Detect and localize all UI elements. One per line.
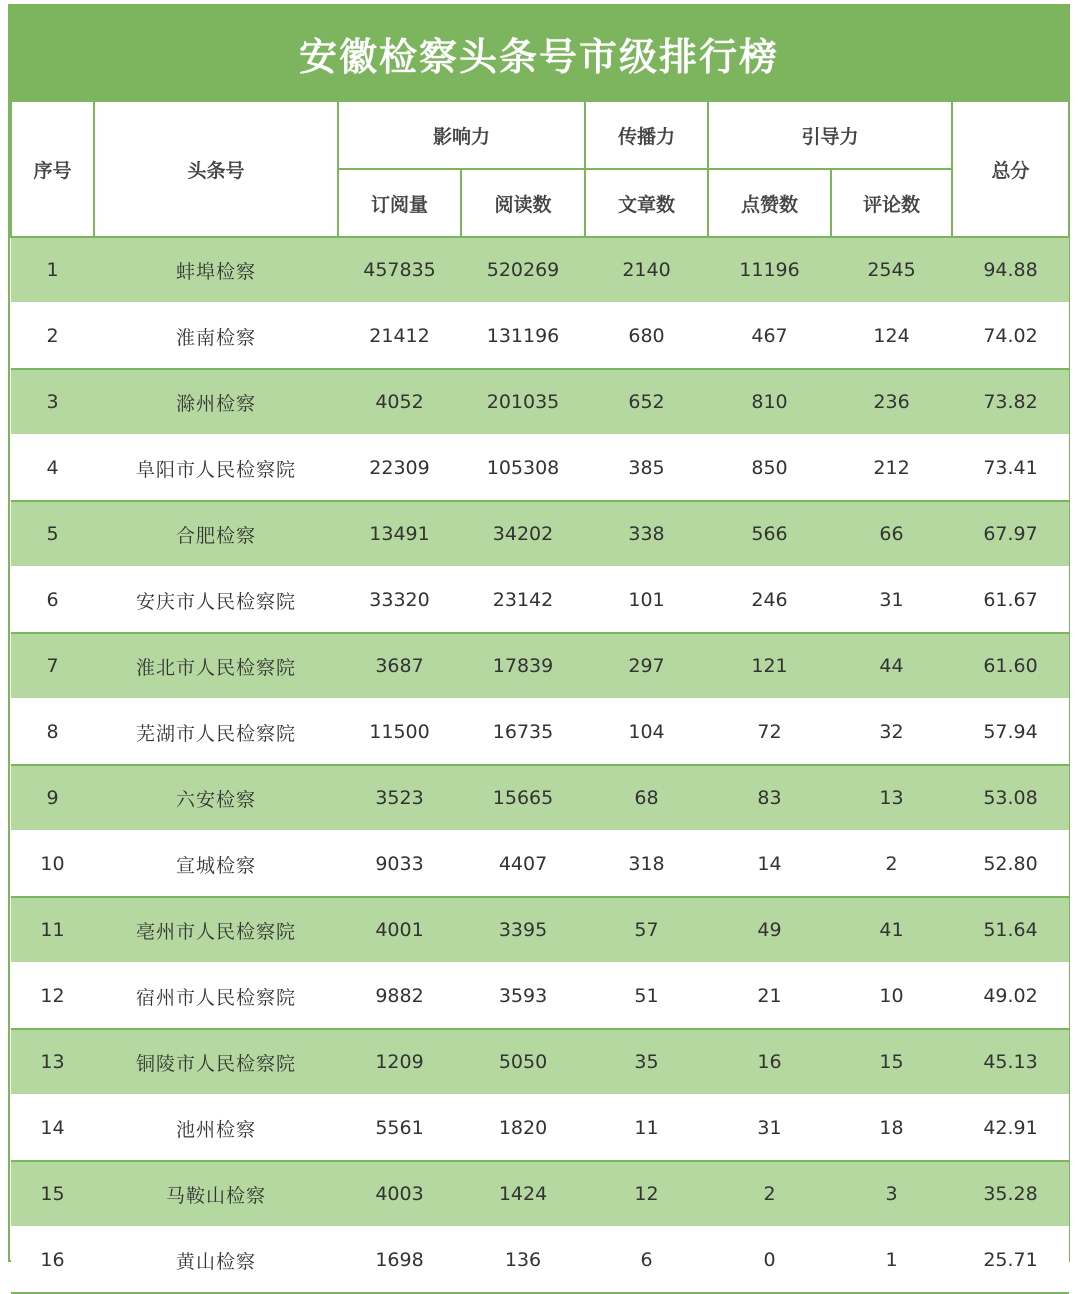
cell-rank: 7: [11, 633, 94, 699]
table-row: [11, 369, 1069, 435]
table-row: [11, 633, 1069, 699]
cell-likes: 83: [708, 765, 831, 831]
cell-reads: 17839: [461, 633, 585, 699]
table-row: [11, 897, 1069, 963]
header-influence: 影响力: [338, 101, 585, 169]
cell-reads: 3593: [461, 963, 585, 1029]
cell-name: 蚌埠检察: [94, 237, 338, 303]
cell-comments: 212: [831, 435, 952, 501]
cell-comments: 2545: [831, 237, 952, 303]
cell-rank: 16: [11, 1227, 94, 1293]
cell-comments: 18: [831, 1095, 952, 1161]
cell-name: 池州检察: [94, 1095, 338, 1161]
cell-comments: 10: [831, 963, 952, 1029]
cell-name: 合肥检察: [94, 501, 338, 567]
cell-likes: 566: [708, 501, 831, 567]
cell-subscriptions: 457835: [338, 237, 461, 303]
cell-name: 安庆市人民检察院: [94, 567, 338, 633]
cell-comments: 44: [831, 633, 952, 699]
cell-name: 亳州市人民检察院: [94, 897, 338, 963]
cell-likes: 850: [708, 435, 831, 501]
table-row: [11, 303, 1069, 369]
table-body: [11, 237, 1069, 1293]
cell-subscriptions: 1209: [338, 1029, 461, 1095]
cell-comments: 3: [831, 1161, 952, 1227]
cell-total: 74.02: [952, 303, 1069, 369]
cell-subscriptions: 5561: [338, 1095, 461, 1161]
cell-name: 宣城检察: [94, 831, 338, 897]
header-reads: 阅读数: [461, 169, 585, 237]
cell-articles: 680: [585, 303, 708, 369]
cell-rank: 13: [11, 1029, 94, 1095]
header-guidance: 引导力: [708, 101, 952, 169]
cell-subscriptions: 21412: [338, 303, 461, 369]
cell-total: 45.13: [952, 1029, 1069, 1095]
cell-reads: 520269: [461, 237, 585, 303]
page-title: 安徽检察头条号市级排行榜: [298, 33, 779, 79]
ranking-table: [10, 100, 1070, 1294]
table-row: [11, 435, 1069, 501]
cell-likes: 246: [708, 567, 831, 633]
table-row: [11, 1227, 1069, 1293]
cell-articles: 652: [585, 369, 708, 435]
cell-likes: 21: [708, 963, 831, 1029]
cell-total: 51.64: [952, 897, 1069, 963]
cell-name: 黄山检察: [94, 1227, 338, 1293]
title-bar: [10, 6, 1068, 100]
cell-name: 马鞍山检察: [94, 1161, 338, 1227]
cell-subscriptions: 33320: [338, 567, 461, 633]
cell-comments: 15: [831, 1029, 952, 1095]
cell-total: 61.67: [952, 567, 1069, 633]
cell-subscriptions: 1698: [338, 1227, 461, 1293]
ranking-frame: [8, 4, 1070, 1273]
cell-rank: 10: [11, 831, 94, 897]
table-row: [11, 831, 1069, 897]
cell-likes: 49: [708, 897, 831, 963]
cell-subscriptions: 13491: [338, 501, 461, 567]
cell-reads: 34202: [461, 501, 585, 567]
cell-name: 阜阳市人民检察院: [94, 435, 338, 501]
cell-rank: 5: [11, 501, 94, 567]
cell-rank: 12: [11, 963, 94, 1029]
cell-articles: 101: [585, 567, 708, 633]
table-row: [11, 1029, 1069, 1095]
cell-likes: 16: [708, 1029, 831, 1095]
header-name: 头条号: [94, 101, 338, 237]
table-row: [11, 501, 1069, 567]
cell-reads: 3395: [461, 897, 585, 963]
cell-likes: 0: [708, 1227, 831, 1293]
cell-total: 73.41: [952, 435, 1069, 501]
cell-rank: 14: [11, 1095, 94, 1161]
table-row: [11, 1161, 1069, 1227]
cell-name: 淮南检察: [94, 303, 338, 369]
cell-reads: 1820: [461, 1095, 585, 1161]
cell-rank: 1: [11, 237, 94, 303]
header-rank: 序号: [11, 101, 94, 237]
cell-likes: 121: [708, 633, 831, 699]
cell-name: 铜陵市人民检察院: [94, 1029, 338, 1095]
cell-reads: 136: [461, 1227, 585, 1293]
cell-rank: 11: [11, 897, 94, 963]
cell-subscriptions: 9033: [338, 831, 461, 897]
cell-rank: 6: [11, 567, 94, 633]
cell-articles: 12: [585, 1161, 708, 1227]
cell-subscriptions: 4052: [338, 369, 461, 435]
cell-subscriptions: 3523: [338, 765, 461, 831]
cell-total: 57.94: [952, 699, 1069, 765]
cell-likes: 467: [708, 303, 831, 369]
cell-comments: 41: [831, 897, 952, 963]
cell-reads: 105308: [461, 435, 585, 501]
cell-comments: 66: [831, 501, 952, 567]
cell-reads: 23142: [461, 567, 585, 633]
cell-rank: 15: [11, 1161, 94, 1227]
cell-reads: 15665: [461, 765, 585, 831]
cell-reads: 1424: [461, 1161, 585, 1227]
table-row: [11, 567, 1069, 633]
header-subscriptions: 订阅量: [338, 169, 461, 237]
cell-articles: 57: [585, 897, 708, 963]
cell-total: 42.91: [952, 1095, 1069, 1161]
cell-rank: 3: [11, 369, 94, 435]
header-likes: 点赞数: [708, 169, 831, 237]
cell-articles: 51: [585, 963, 708, 1029]
table-row: [11, 237, 1069, 303]
cell-articles: 2140: [585, 237, 708, 303]
table-row: [11, 1095, 1069, 1161]
cell-total: 35.28: [952, 1161, 1069, 1227]
cell-total: 94.88: [952, 237, 1069, 303]
cell-likes: 31: [708, 1095, 831, 1161]
cell-total: 73.82: [952, 369, 1069, 435]
cell-total: 61.60: [952, 633, 1069, 699]
cell-articles: 297: [585, 633, 708, 699]
cell-articles: 104: [585, 699, 708, 765]
cell-articles: 318: [585, 831, 708, 897]
cell-comments: 31: [831, 567, 952, 633]
cell-subscriptions: 11500: [338, 699, 461, 765]
cell-name: 宿州市人民检察院: [94, 963, 338, 1029]
table-row: [11, 963, 1069, 1029]
cell-articles: 385: [585, 435, 708, 501]
cell-comments: 124: [831, 303, 952, 369]
cell-rank: 4: [11, 435, 94, 501]
cell-rank: 2: [11, 303, 94, 369]
cell-total: 67.97: [952, 501, 1069, 567]
cell-comments: 2: [831, 831, 952, 897]
header-articles: 文章数: [585, 169, 708, 237]
cell-comments: 1: [831, 1227, 952, 1293]
table-row: [11, 765, 1069, 831]
cell-name: 六安检察: [94, 765, 338, 831]
cell-rank: 8: [11, 699, 94, 765]
cell-comments: 32: [831, 699, 952, 765]
cell-articles: 35: [585, 1029, 708, 1095]
cell-total: 25.71: [952, 1227, 1069, 1293]
cell-name: 淮北市人民检察院: [94, 633, 338, 699]
cell-total: 49.02: [952, 963, 1069, 1029]
cell-total: 52.80: [952, 831, 1069, 897]
cell-likes: 72: [708, 699, 831, 765]
cell-likes: 11196: [708, 237, 831, 303]
cell-articles: 338: [585, 501, 708, 567]
cell-reads: 201035: [461, 369, 585, 435]
cell-rank: 9: [11, 765, 94, 831]
header-comments: 评论数: [831, 169, 952, 237]
cell-likes: 14: [708, 831, 831, 897]
cell-articles: 6: [585, 1227, 708, 1293]
cell-comments: 13: [831, 765, 952, 831]
cell-subscriptions: 22309: [338, 435, 461, 501]
cell-articles: 68: [585, 765, 708, 831]
cell-subscriptions: 4003: [338, 1161, 461, 1227]
cell-subscriptions: 9882: [338, 963, 461, 1029]
cell-comments: 236: [831, 369, 952, 435]
cell-name: 滁州检察: [94, 369, 338, 435]
header-spread: 传播力: [585, 101, 708, 169]
cell-reads: 131196: [461, 303, 585, 369]
cell-reads: 5050: [461, 1029, 585, 1095]
header-total: 总分: [952, 101, 1069, 237]
cell-reads: 16735: [461, 699, 585, 765]
cell-likes: 810: [708, 369, 831, 435]
table-row: [11, 699, 1069, 765]
cell-subscriptions: 3687: [338, 633, 461, 699]
cell-name: 芜湖市人民检察院: [94, 699, 338, 765]
cell-subscriptions: 4001: [338, 897, 461, 963]
cell-reads: 4407: [461, 831, 585, 897]
cell-total: 53.08: [952, 765, 1069, 831]
cell-likes: 2: [708, 1161, 831, 1227]
cell-articles: 11: [585, 1095, 708, 1161]
table-header: [11, 101, 1069, 237]
